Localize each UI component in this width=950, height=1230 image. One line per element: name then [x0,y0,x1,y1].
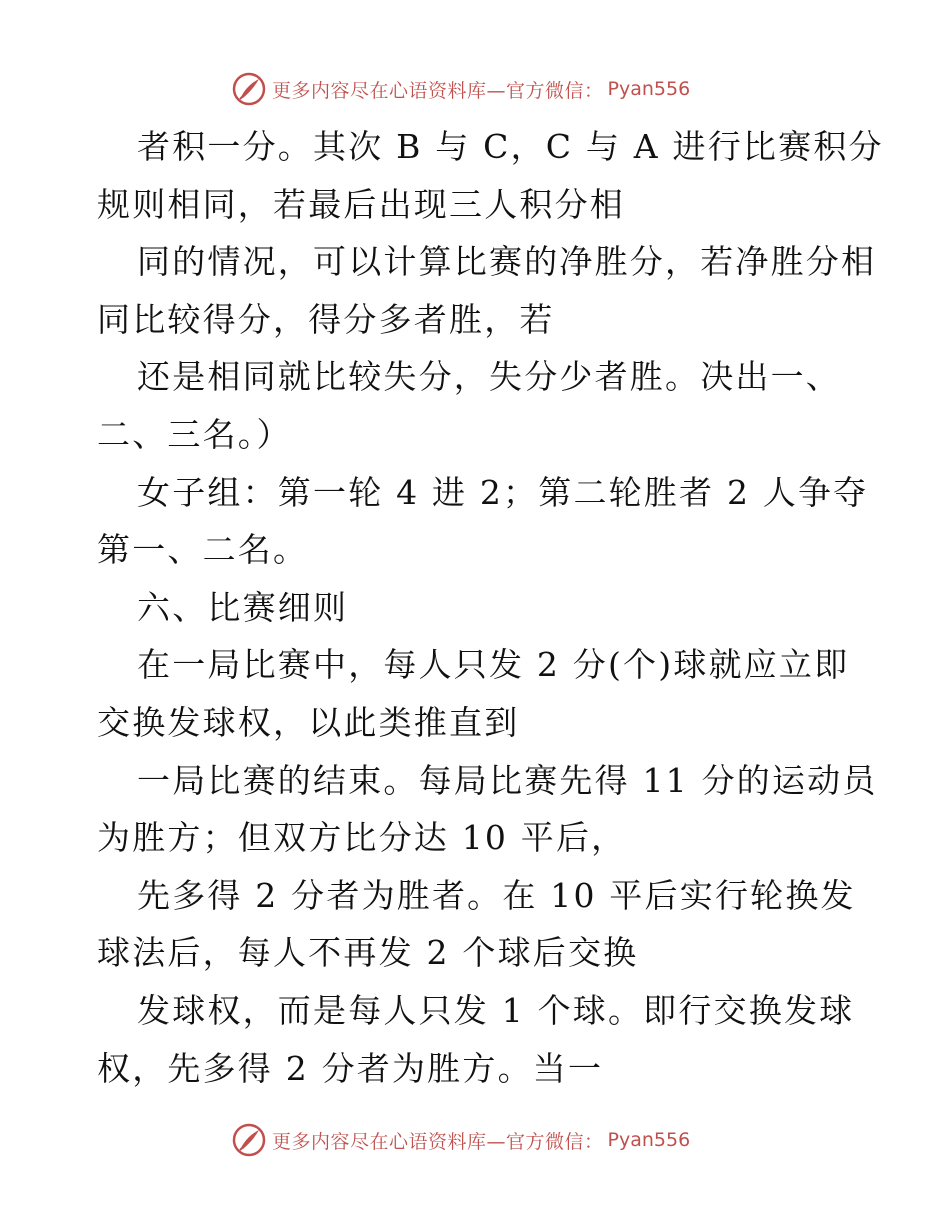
body-line: 同比较得分，得分多者胜，若 [97,299,555,339]
body-line: 二、三名。） [97,414,292,454]
body-line: 规则相同，若最后出现三人积分相 [97,184,625,224]
body-line: 权，先多得 2 分者为胜方。当一 [97,1048,604,1088]
watermark-wechat-id: Pyan556 [607,1129,691,1151]
body-line: 还是相同就比较失分，失分少者胜。决出一、 [137,357,841,397]
footer-watermark [232,1123,732,1157]
watermark-wechat-id: Pyan556 [607,78,691,100]
body-line: 者积一分。其次 B 与 C，C 与 A 进行比赛积分 [137,127,884,166]
quill-pen-logo-icon [232,1123,266,1157]
watermark-text: 更多内容尽在心语资料库—官方微信： [272,1130,604,1153]
quill-pen-logo-icon [232,72,266,106]
header-watermark [232,72,732,106]
body-line: 先多得 2 分者为胜者。在 10 平后实行轮换发 [137,875,856,915]
body-line: 交换发球权，以此类推直到 [97,702,520,742]
body-line: 球法后，每人不再发 2 个球后交换 [97,933,639,973]
body-line: 第一、二名。 [97,530,309,570]
body-line: 一局比赛的结束。每局比赛先得 11 分的运动员 [137,760,878,800]
body-line: 在一局比赛中，每人只发 2 分(个)球就应立即 [137,645,850,685]
document-body [97,118,884,1097]
body-line: 同的情况，可以计算比赛的净胜分，若净胜分相 [137,242,877,282]
body-line: 发球权，而是每人只发 1 个球。即行交换发球 [137,990,855,1030]
body-line: 女子组：第一轮 4 进 2；第二轮胜者 2 人争夺 [137,472,869,512]
body-line: 为胜方；但双方比分达 10 平后， [97,818,627,858]
watermark-text: 更多内容尽在心语资料库—官方微信： [272,79,604,102]
section-heading: 六、比赛细则 [137,587,349,627]
